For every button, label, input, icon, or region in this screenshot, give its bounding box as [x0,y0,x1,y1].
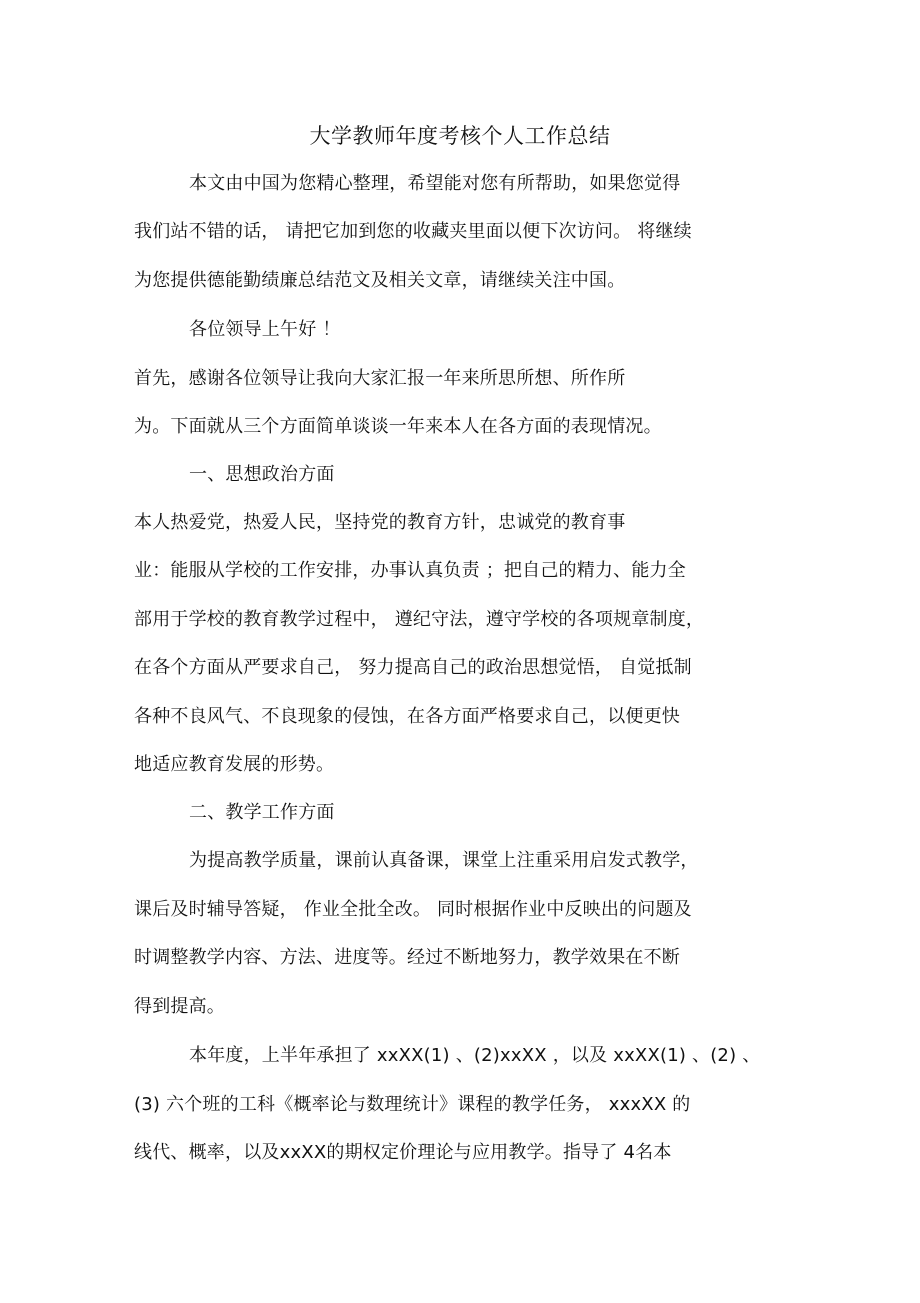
text-line: 各种不良风气、不良现象的侵蚀，在各方面严格要求自己，以便更快 [134,706,680,727]
text-line: 为。下面就从三个方面简单谈谈一年来本人在各方面的表现情况。 [134,416,662,437]
text-line: 时调整教学内容、方法、进度等。经过不断地努力，教学效果在不断 [134,947,680,968]
text-line: 各位领导上午好 ！ [189,319,341,340]
section-heading: 一、思想政治方面 [189,464,335,485]
text-line: 本年度，上半年承担了 xxXX(1) 、(2)xxXX ，以及 xxXX(1) 、(2) 、 [189,1045,761,1066]
text-line: 部用于学校的教育教学过程中， 遵纪守法，遵守学校的各项规章制度， [134,609,705,630]
text-line: 我们站不错的话， 请把它加到您的收藏夹里面以便下次访问。 将继续 [134,221,692,242]
text-line: 为提高教学质量，课前认真备课，课堂上注重采用启发式教学， [189,850,699,871]
text-line: 课后及时辅导答疑， 作业全批全改。 同时根据作业中反映出的问题及 [134,899,692,920]
section-heading: 二、教学工作方面 [189,802,335,823]
text-line: 得到提高。 [134,996,225,1017]
document-title: 大学教师年度考核个人工作总结 [309,124,611,148]
text-line: 业：能服从学校的工作安排，办事认真负责 ；把自己的精力、能力全 [134,560,686,581]
text-line: 在各个方面从严要求自己， 努力提高自己的政治思想觉悟， 自觉抵制 [134,657,692,678]
text-line: 线代、概率，以及xxXX的期权定价理论与应用教学。指导了 4名本 [134,1142,672,1163]
text-line: 本文由中国为您精心整理，希望能对您有所帮助，如果您觉得 [189,173,681,194]
text-line: 为您提供德能勤绩廉总结范文及相关文章，请继续关注中国。 [134,270,626,291]
text-line: 本人热爱党，热爱人民，坚持党的教育方针，忠诚党的教育事 [134,512,626,533]
text-line: 首先，感谢各位领导让我向大家汇报一年来所思所想、所作所 [134,368,626,389]
text-line: 地适应教育发展的形势。 [134,754,335,775]
text-line: (3) 六个班的工科《概率论与数理统计》课程的教学任务， xxxXX 的 [134,1094,691,1115]
